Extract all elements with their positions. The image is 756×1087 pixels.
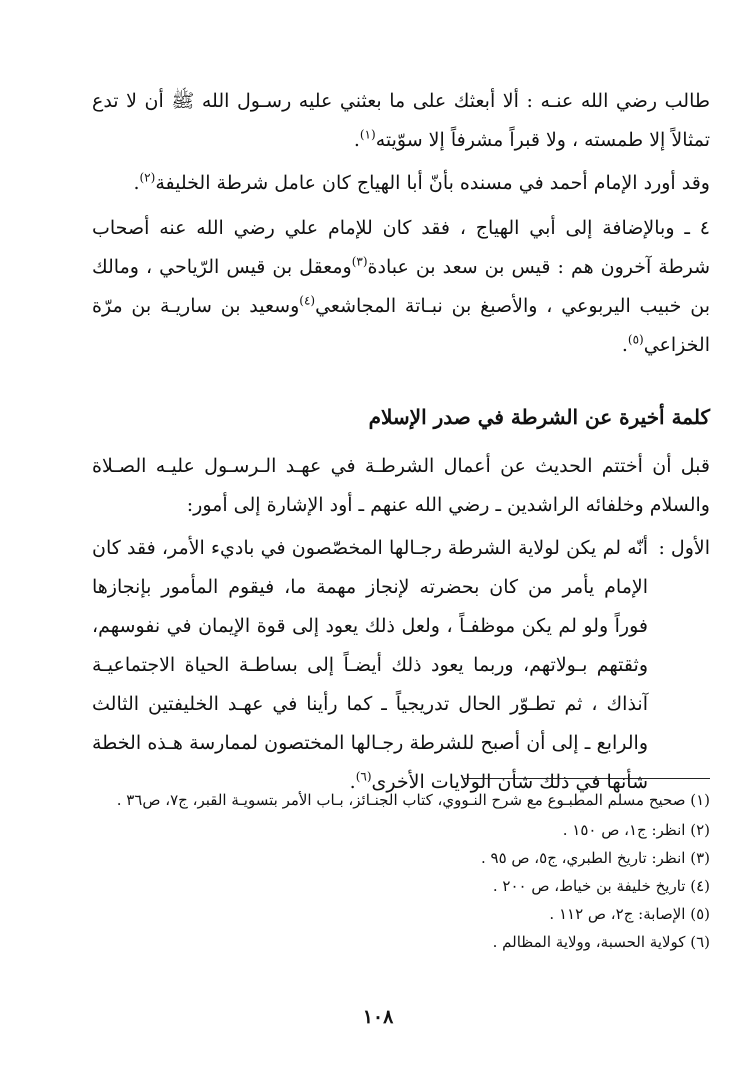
paragraph-hadith: طالب رضي الله عنـه : ألا أبعثك على ما بعثني عليه رسـول الله ﷺ أن لا تدع تمثالاً إلا طمسته ، ولا قبراً مشرفاً إلا سوّيته$^{(١)}$. <box>92 90 710 151</box>
paragraph-intro: قبل أن أختتم الحديث عن أعمال الشرطـة في عهـد الـرسـول عليـه الصـلاة والسلام وخلفائه الراشدين ـ رضي الله عنهم ـ أود الإشارة إلى أمور: <box>92 455 710 516</box>
footnote-ref-2[interactable]: (٢) <box>139 170 156 185</box>
paragraph-companions-text-c: وسعيد بن ساريـة بن مرّة الخزاعي <box>92 295 710 356</box>
paragraph-ahmad-text: وقد أورد الإمام أحمد في مسنده بأنّ أبا الهياج كان عامل شرطة الخليفة <box>155 172 710 194</box>
footnote-ref-6[interactable]: (٦) <box>355 769 372 784</box>
footnote-1: (١) صحيح مسلم المطبـوع مع شرح النـووي، كتاب الجنـائز، بـاب الأمر بتسويـة القبر، ج٧، ص٣٦ . <box>116 791 710 809</box>
paragraph-hadith-text: طالب رضي الله عنـه : ألا أبعثك على ما بعثني عليه رسـول الله ﷺ أن لا تدع تمثالاً إلا طمسته ، ولا قبراً مشرفاً إلا سوّيته <box>92 90 710 151</box>
footnote-5: (٥) الإصابة: ج٢، ص ١١٢ . <box>549 905 710 923</box>
paragraph-ahmad: وقد أورد الإمام أحمد في مسنده بأنّ أبا الهياج كان عامل شرطة الخليفة$^{(٢)}$. <box>133 170 710 194</box>
footnote-ref-5[interactable]: (٥) <box>627 332 644 347</box>
list-item-text-body: أنّه لم يكن لولاية الشرطة رجـالها المخصّصون في باديء الأمر، فقد كان الإمام يأمر من كان بحضرته لإنجاز مهمة ما، فيقوم المأمور بإنجازها فوراً ولو لم يكن موظفـاً ، ولعل ذلك يعود إلى قوة الإيمان في نفوسهم، وثقتهم بـولاتهم، وربما يعود ذلك أيضـاً إلى بساطـة الحياة الاجتماعيـة آنذاك ، ثم تطـوّر الحال تدريجياً ـ كما رأينا في عهـد الخليفتين الثالث والرابع ـ إلى أن أصبح للشرطة رجـالها المختصون لممارسة هـذه الخطة شأنها في ذلك شأن الولايات الأخرى <box>92 537 648 793</box>
footnote-ref-4[interactable]: (٤) <box>299 293 316 308</box>
list-item-first <box>92 529 710 802</box>
paragraph-companions-text-a: ٤ ـ وبالإضافة إلى أبي الهياج ، فقد كان للإمام علي رضي الله عنه أصحاب شرطة آخرون هم : قيس بن سعد بن عبادة <box>92 217 710 278</box>
footnote-2: (٢) انظر: ج١، ص ١٥٠ . <box>562 821 710 839</box>
list-item-label: الأول : <box>658 537 710 559</box>
list-item-text: أنّه لم يكن لولاية الشرطة رجـالها المخصّصون في باديء الأمر، فقد كان الإمام يأمر من كان بحضرته لإنجاز مهمة ما، فيقوم المأمور بإنجازها فوراً ولو لم يكن موظفـاً ، ولعل ذلك يعود إلى قوة الإيمان في نفوسهم، وثقتهم بـولاتهم، وربما يعود ذلك أيضـاً إلى بساطـة الحياة الاجتماعيـة آنذاك ، ثم تطـوّر الحال تدريجياً ـ كما رأينا في عهـد الخليفتين الثالث والرابع ـ إلى أن أصبح للشرطة رجـالها المختصون لممارسة هـذه الخطة شأنها في ذلك شأن الولايات الأخرى$^{(٦)}$. <box>92 537 648 793</box>
footnote-ref-1[interactable]: (١) <box>359 127 376 142</box>
footnote-6: (٦) كولاية الحسبة، وولاية المظالم . <box>492 933 710 951</box>
section-heading: كلمة أخيرة عن الشرطة في صدر الإسلام <box>368 405 710 429</box>
paragraph-companions-text-b: ومعقل بن قيس الرّياحي ، ومالك بن خبيب اليربوعي ، والأصبغ بن نبـاتة المجاشعي <box>92 256 710 317</box>
footnote-4: (٤) تاريخ خليفة بن خياط، ص ٢٠٠ . <box>492 877 710 895</box>
footnote-3: (٣) انظر: تاريخ الطبري، ج٥، ص ٩٥ . <box>480 849 710 867</box>
paragraph-companions: ٤ ـ وبالإضافة إلى أبي الهياج ، فقد كان للإمام علي رضي الله عنه أصحاب شرطة آخرون هم : قيس بن سعد بن عبادة$^{(٣)}$ومعقل بن قيس الرّياحي ، ومالك بن خبيب اليربوعي ، والأصبغ بن نبـاتة المجاشعي$^{(٤)}$وسعيد بن ساريـة بن مرّة الخزاعي$^{(٥)}$. <box>92 217 710 356</box>
main-text <box>92 82 710 802</box>
footnote-ref-3[interactable]: (٣) <box>351 254 368 269</box>
footnotes <box>92 786 710 956</box>
footnote-divider <box>464 778 710 779</box>
page-number: ١٠٨ <box>362 1006 394 1028</box>
